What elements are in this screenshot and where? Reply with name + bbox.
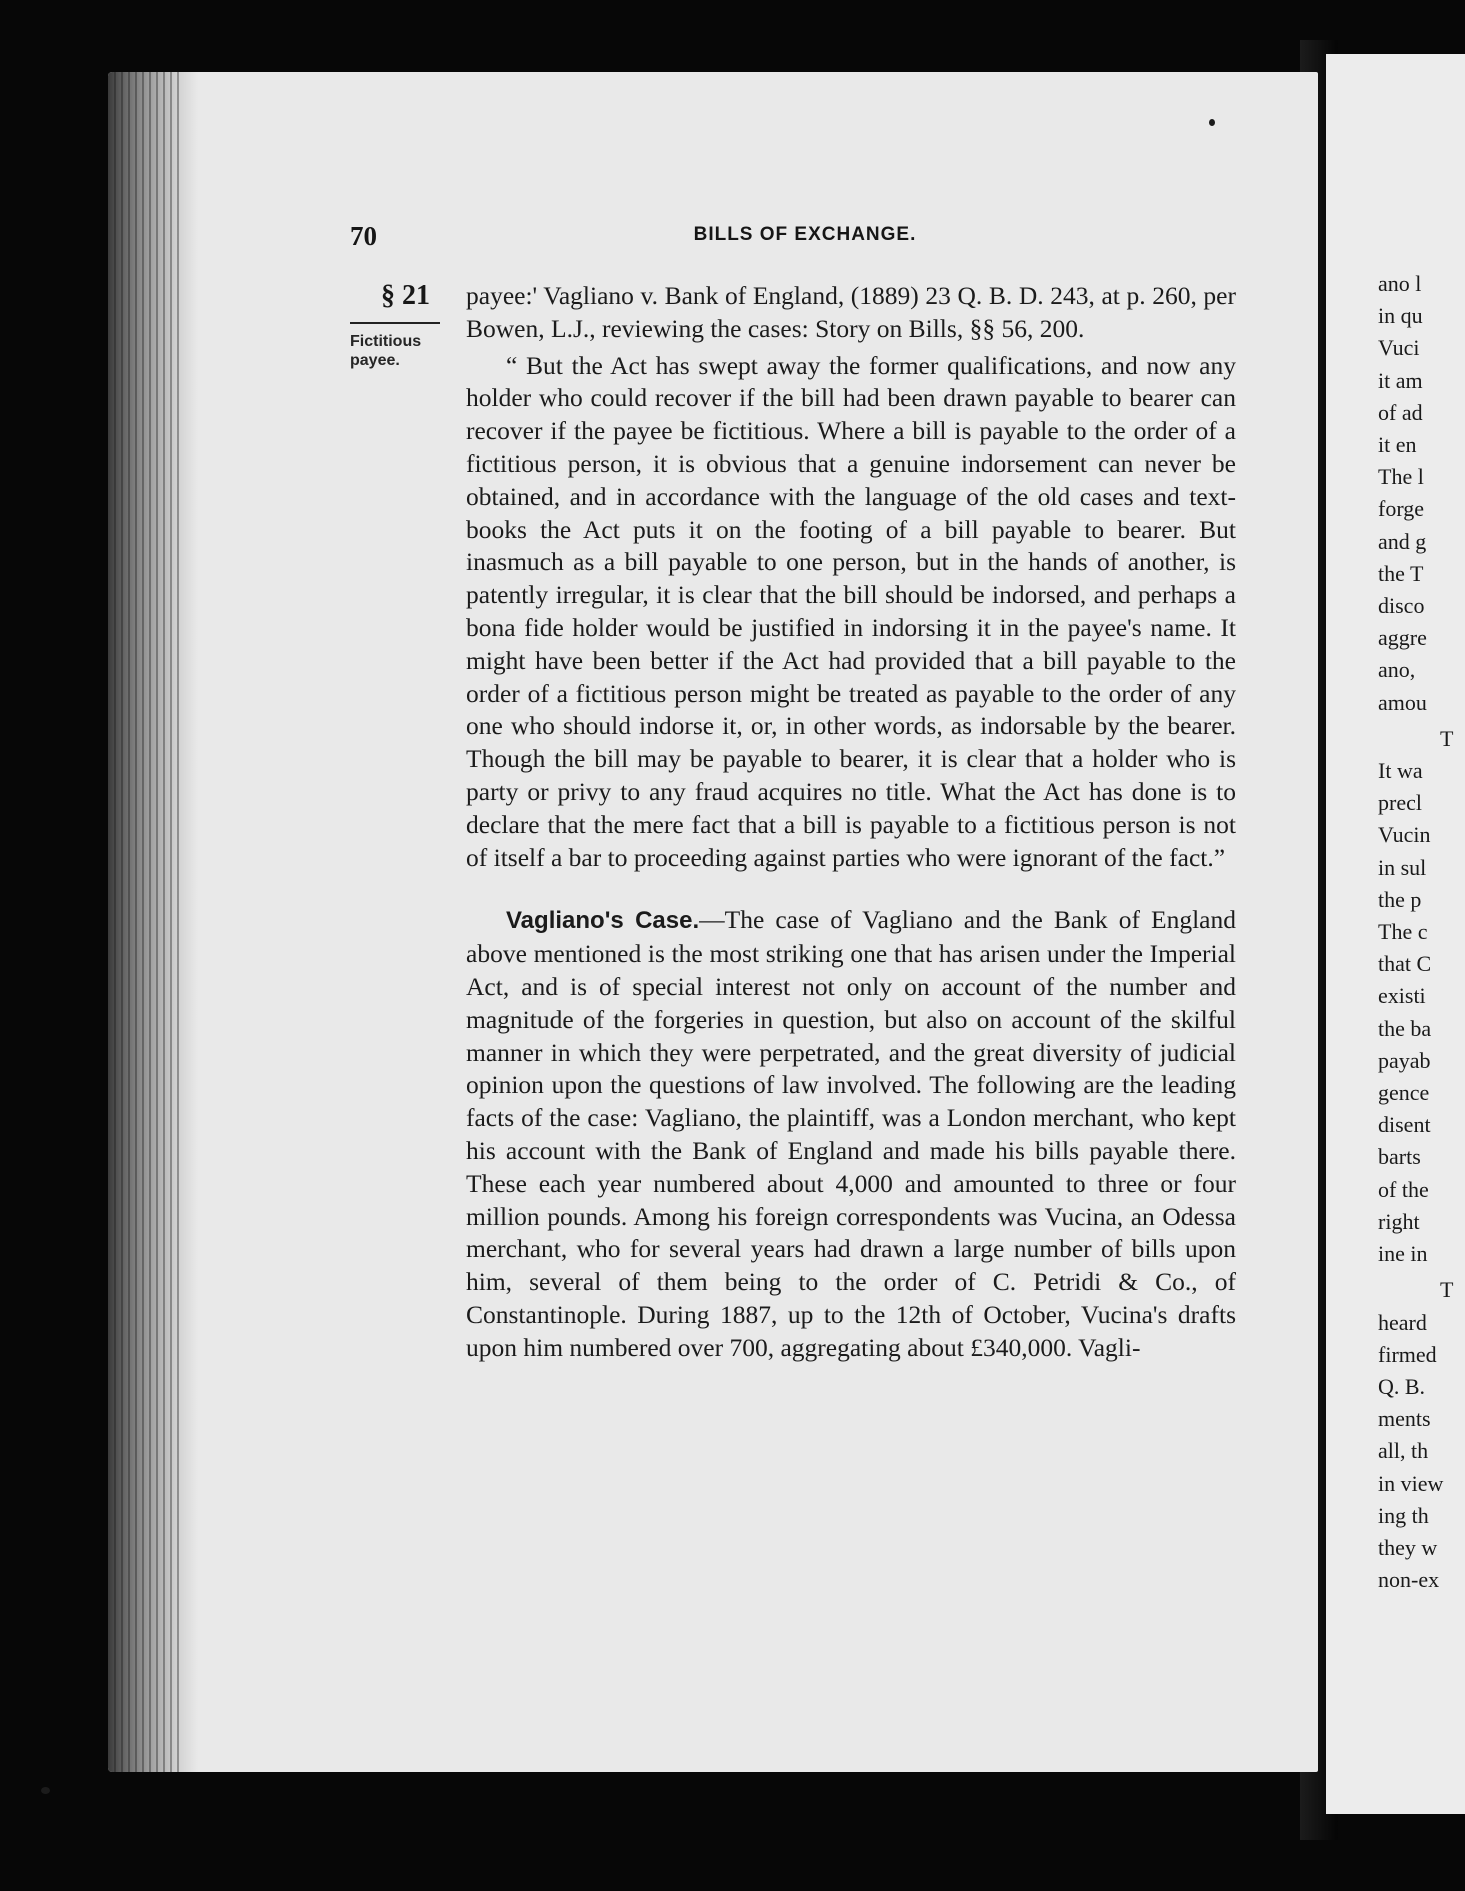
facing-page-line: precl	[1378, 790, 1422, 816]
quotation-paragraph: “ But the Act has swept away the former qualifications, and now any holder who could recover if the bill had been drawn payable to bearer can recover if the payee be fictitious. Where a bill is payable to the order of a fictitious person, it is obvious that a genuine indorsement can never be obtained, and in accordance with the language of the old cases and text-books the Act puts it on the footing of a bill payable to bearer. But inasmuch as a bill payable to one person, but in the hands of another, is patently irregular, it is clear that the bill should be indorsed, and perhaps a bona fide holder would be justified in indorsing it in the payee's name. It might have been better if the Act had provided that a bill payable to the order of a fictitious person might be treated as payable to the order of any one who should indorse it, or, in other words, as indorsable by the bearer. Though the bill may be payable to bearer, it is clear that a holder who is party or privy to any fraud acquires no title. What the Act has done is to declare that the mere fact that a bill is payable to a fictitious person is not of itself a bar to proceeding against parties who were ignorant of the fact.”	[466, 350, 1236, 872]
running-head	[350, 221, 1260, 253]
facing-page-line: and g	[1378, 528, 1427, 554]
sidenote	[350, 332, 450, 370]
facing-page-line: heard	[1378, 1309, 1427, 1335]
margin-column	[350, 280, 450, 370]
case-paragraph	[466, 904, 1236, 1364]
section-number: § 21	[381, 280, 430, 311]
facing-page-line: forge	[1378, 496, 1425, 522]
facing-page-line: firmed	[1378, 1341, 1437, 1367]
facing-page-line: in qu	[1378, 303, 1423, 329]
citation-paragraph: payee:' Vagliano v. Bank of England, (1889) 23 Q. B. D. 243, at p. 260, per Bowen, L.J., reviewing the cases: Story on Bills, §§ 56, 200.	[466, 281, 1236, 343]
facing-page-line: ano l	[1378, 271, 1422, 296]
facing-page-text	[1378, 268, 1465, 1596]
scan-speck	[1209, 119, 1215, 126]
page-stack-edges	[114, 72, 184, 1772]
facing-page-line: disco	[1378, 593, 1425, 619]
facing-page-line: existi	[1378, 983, 1426, 1009]
facing-page-line: Q. B.	[1378, 1373, 1426, 1399]
sidenote-line: Fictitious	[350, 333, 422, 350]
running-title: BILLS OF EXCHANGE.	[693, 224, 917, 245]
facing-page-line: amou	[1378, 689, 1427, 715]
facing-page-line: non-ex	[1378, 1567, 1440, 1593]
sidenote-line: payee.	[350, 352, 400, 369]
case-text: —The case of Vagliano and the Bank of England above mentioned is the most striking one that has arisen under the Imperial Act, and is of special interest not only on account of the number and magnitude of the forgeries in question, but also on account of the skilful manner in which they were perpetrated, and the great diversity of judicial opinion upon the questions of law involved. The following are the leading facts of the case: Vagliano, the plaintiff, was a London merchant, who kept his account with the Bank of England and made his bills payable there. These each year numbered about 4,000 and amounted to three or four million pounds. Among his foreign correspondents was Vucina, an Odessa merchant, who for several years had drawn a large number of bills upon him, several of them being to the order of C. Petridi & Co., of Constantinople. During 1887, up to the 12th of October, Vucina's drafts upon him numbered over 700, aggregating about £340,000. Vagli-	[466, 905, 1236, 1362]
facing-page-line: barts	[1378, 1144, 1421, 1170]
facing-page-line: The c	[1378, 919, 1428, 945]
body-text	[466, 280, 1236, 1365]
section-rule	[350, 322, 440, 324]
facing-page-line: T	[1440, 725, 1454, 751]
facing-page-line: of the	[1378, 1176, 1429, 1202]
facing-page-line: it en	[1378, 432, 1417, 458]
facing-page-line: right	[1378, 1208, 1420, 1234]
facing-page-line: of ad	[1378, 399, 1423, 425]
facing-page-line: all, th	[1378, 1438, 1429, 1464]
facing-page-line: The l	[1378, 464, 1424, 490]
facing-page-line: disent	[1378, 1112, 1431, 1138]
facing-page-line: the ba	[1378, 1015, 1432, 1041]
facing-page-line: ing th	[1378, 1502, 1429, 1528]
facing-page	[1326, 54, 1465, 1814]
facing-page-line: ine in	[1378, 1241, 1428, 1267]
facing-page-line: Vucin	[1378, 822, 1431, 848]
facing-page-line: the T	[1378, 560, 1424, 586]
facing-page-line: T	[1440, 1277, 1454, 1303]
facing-page-line: aggre	[1378, 625, 1427, 651]
facing-page-line: that C	[1378, 951, 1432, 977]
facing-page-line: ano,	[1378, 657, 1416, 683]
facing-page-line: the p	[1378, 886, 1422, 912]
facing-page-line: it am	[1378, 367, 1423, 393]
facing-page-line: ments	[1378, 1406, 1431, 1432]
facing-page-line: payab	[1378, 1047, 1431, 1073]
facing-page-line: in view	[1378, 1470, 1444, 1496]
scan-speck	[41, 1787, 50, 1794]
facing-page-line: in sul	[1378, 854, 1427, 880]
case-heading: Vagliano's Case.	[506, 907, 700, 935]
facing-page-line: they w	[1378, 1534, 1438, 1560]
facing-page-line: Vuci	[1378, 335, 1420, 361]
page-number: 70	[350, 221, 377, 251]
facing-page-line: It wa	[1378, 758, 1423, 784]
facing-page-line: gence	[1378, 1080, 1430, 1106]
